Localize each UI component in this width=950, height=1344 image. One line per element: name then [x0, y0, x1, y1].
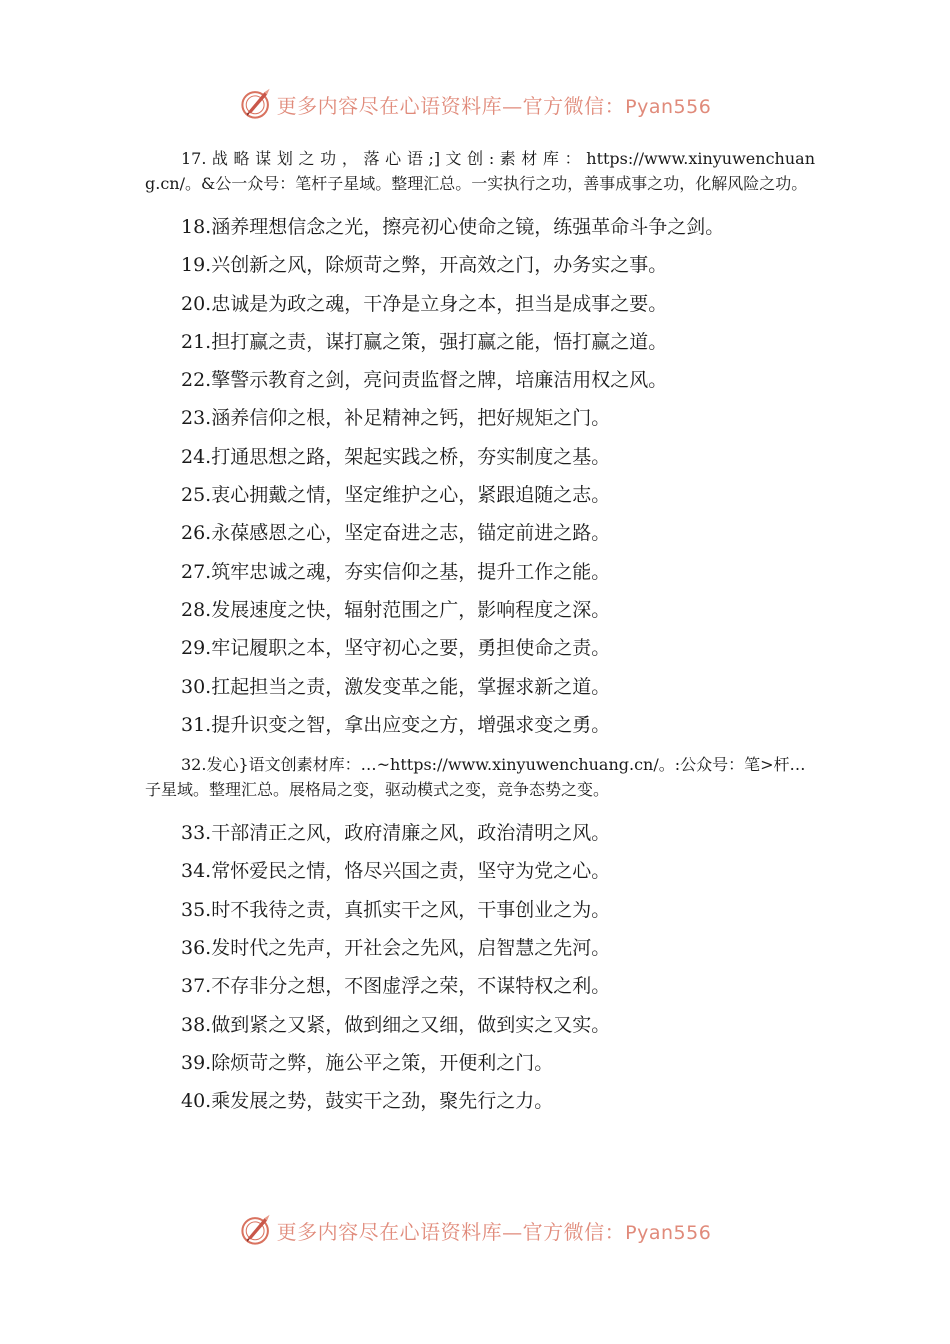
- header-banner: [0, 84, 950, 124]
- list-item: 23.涵养信仰之根，补足精神之钙，把好规矩之门。: [181, 407, 611, 430]
- banner-text: [277, 90, 712, 119]
- list-item: 31.提升识变之智，拿出应变之方，增强求变之勇。: [181, 713, 611, 736]
- list-item: 27.筑牢忠诚之魂，夯实信仰之基，提升工作之能。: [181, 560, 611, 583]
- list-item-32: 32.发心}语文创素材库：…~https://www.xinyuwenchuang.cn/。:公众号：笔>杆…子星域。整理汇总。展格局之变，驱动模式之变，竞争态势之变。: [145, 755, 806, 800]
- list-item: 34.常怀爱民之情，恪尽兴国之责，坚守为党之心。: [181, 860, 611, 883]
- list-item: 18.涵养理想信念之光，擦亮初心使命之镜，练强革命斗争之剑。: [181, 216, 725, 238]
- list-group-18-31: [145, 208, 815, 744]
- document-body: [145, 146, 815, 1121]
- list-item: 30.扛起担当之责，激发变革之能，掌握求新之道。: [181, 675, 611, 698]
- list-item: 20.忠诚是为政之魂，干净是立身之本，担当是成事之要。: [181, 292, 668, 315]
- banner-title: 更多内容尽在心语资料库—官方微信：: [276, 93, 626, 118]
- list-item: 37.不存非分之想，不图虚浮之荣，不谋特权之利。: [181, 975, 611, 998]
- list-item: 29.牢记履职之本，坚守初心之要，勇担使命之责。: [181, 637, 611, 660]
- banner-handle: Pyan556: [625, 95, 712, 118]
- quill-pen-logo-icon: [239, 1213, 273, 1247]
- list-item: 26.永葆感恩之心，坚定奋进之志，锚定前进之路。: [181, 522, 611, 545]
- list-item: 25.衷心拥戴之情，坚定维护之心，紧跟追随之志。: [181, 484, 611, 507]
- footer-banner: [0, 1210, 950, 1250]
- list-item: 36.发时代之先声，开社会之先风，启智慧之先河。: [181, 937, 611, 960]
- list-item: 19.兴创新之风，除烦苛之弊，开高效之门，办务实之事。: [181, 254, 668, 277]
- list-item: 28.发展速度之快，辐射范围之广，影响程度之深。: [181, 598, 611, 621]
- list-item: 22.擎警示教育之剑，亮问责监督之牌，培廉洁用权之风。: [181, 369, 668, 392]
- list-item: 21.担打赢之责，谋打赢之策，强打赢之能，悟打赢之道。: [181, 330, 668, 353]
- list-group-33-40: [145, 814, 815, 1120]
- banner-handle: Pyan556: [625, 1221, 712, 1244]
- list-item: 24.打通思想之路，架起实践之桥，夯实制度之基。: [181, 445, 611, 468]
- banner-title: 更多内容尽在心语资料库—官方微信：: [276, 1219, 626, 1244]
- quill-pen-logo-icon: [239, 87, 273, 121]
- list-item: 39.除烦苛之弊，施公平之策，开便利之门。: [181, 1051, 554, 1074]
- list-item: 33.干部清正之风，政府清廉之风，政治清明之风。: [181, 822, 611, 845]
- list-item: 40.乘发展之势，鼓实干之劲，聚先行之力。: [181, 1090, 554, 1113]
- banner-text: [277, 1216, 712, 1245]
- list-item: 35.时不我待之责，真抓实干之风，干事创业之为。: [181, 898, 611, 921]
- list-item: 38.做到紧之又紧，做到细之又细，做到实之又实。: [181, 1013, 611, 1036]
- list-item-17: 17. 战 略 谋 划 之 功 ， 落 心 语 ;] 文 创 : 素 材 库 ： https://www.xinyuwenchuang.cn/。&公一众号：笔杆子星域。整理汇总。一实执行之功，善事成事之功，化解风险之功。: [145, 149, 815, 193]
